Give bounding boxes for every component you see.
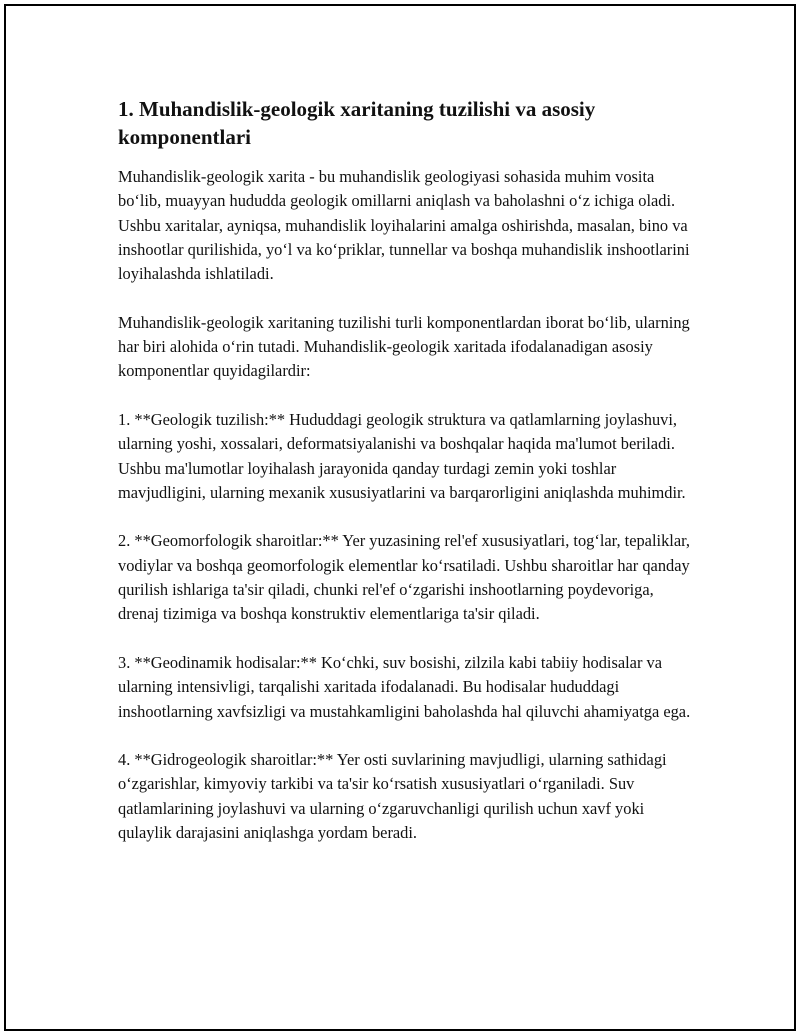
document-body: [118, 95, 698, 870]
list-item-geodynamic-phenomena: 3. **Geodinamik hodisalar:** Ko‘chki, suv bosishi, zilzila kabi tabiiy hodisalar va ularning intensivligi, tarqalishi xaritada ifodalanadi. Bu hodisalar hududdagi inshootlarning xavfsizligi va mustahkamligini baholashda hal qiluvchi ahamiyatga ega.: [118, 652, 691, 721]
list-item-geologic-structure: 1. **Geologik tuzilish:** Hududdagi geologik struktura va qatlamlarning joylashuvi, ularning yoshi, xossalari, deformatsiyalanishi va boshqalar haqida ma'lumot beriladi. Ushbu ma'lumotlar loyihalash jarayonida qanday turdagi zemin yoki toshlar mavjudligini, ularning mexanik xususiyatlarini va barqarorligini aniqlashda muhimdir.: [118, 409, 686, 502]
list-item-hydrogeologic-conditions: 4. **Gidrogeologik sharoitlar:** Yer osti suvlarining mavjudligi, ularning sathidagi o‘zgarishlar, kimyoviy tarkibi va ta'sir ko‘rsatish xususiyatlari o‘rganiladi. Suv qatlamlarining joylashuvi va ularning o‘zgaruvchanligi qurilish uchun xavf yoki qulaylik darajasini aniqlashga yordam beradi.: [118, 750, 667, 843]
structure-paragraph: Muhandislik-geologik xaritaning tuzilishi turli komponentlardan iborat bo‘lib, ularning har biri alohida o‘rin tutadi. Muhandislik-geologik xaritada ifodalanadigan asosiy komponentlar quyidagilardir:: [118, 312, 690, 381]
section-heading: 1. Muhandislik-geologik xaritaning tuzilishi va asosiy komponentlari: [118, 97, 596, 149]
intro-paragraph: Muhandislik-geologik xarita - bu muhandislik geologiyasi sohasida muhim vosita bo‘lib, muayyan hududda geologik omillarni aniqlash va baholashni o‘z ichiga oladi. Ushbu xaritalar, ayniqsa, muhandislik loyihalarini amalga oshirishda, masalan, bino va inshootlar qurilishida, yo‘l va ko‘priklar, tunnellar va boshqa muhandislik inshootlarini loyihalashda ishlatiladi.: [118, 167, 690, 284]
list-item-geomorphologic-conditions: 2. **Geomorfologik sharoitlar:** Yer yuzasining rel'ef xususiyatlari, tog‘lar, tepaliklar, vodiylar va boshqa geomorfologik elementlar ko‘rsatiladi. Ushbu sharoitlar har qanday qurilish ishlariga ta'sir qiladi, chunki rel'ef o‘zgarishi inshootlarning poydevoriga, drenaj tizimiga va boshqa konstruktiv elementlariga ta'sir qiladi.: [118, 531, 690, 624]
